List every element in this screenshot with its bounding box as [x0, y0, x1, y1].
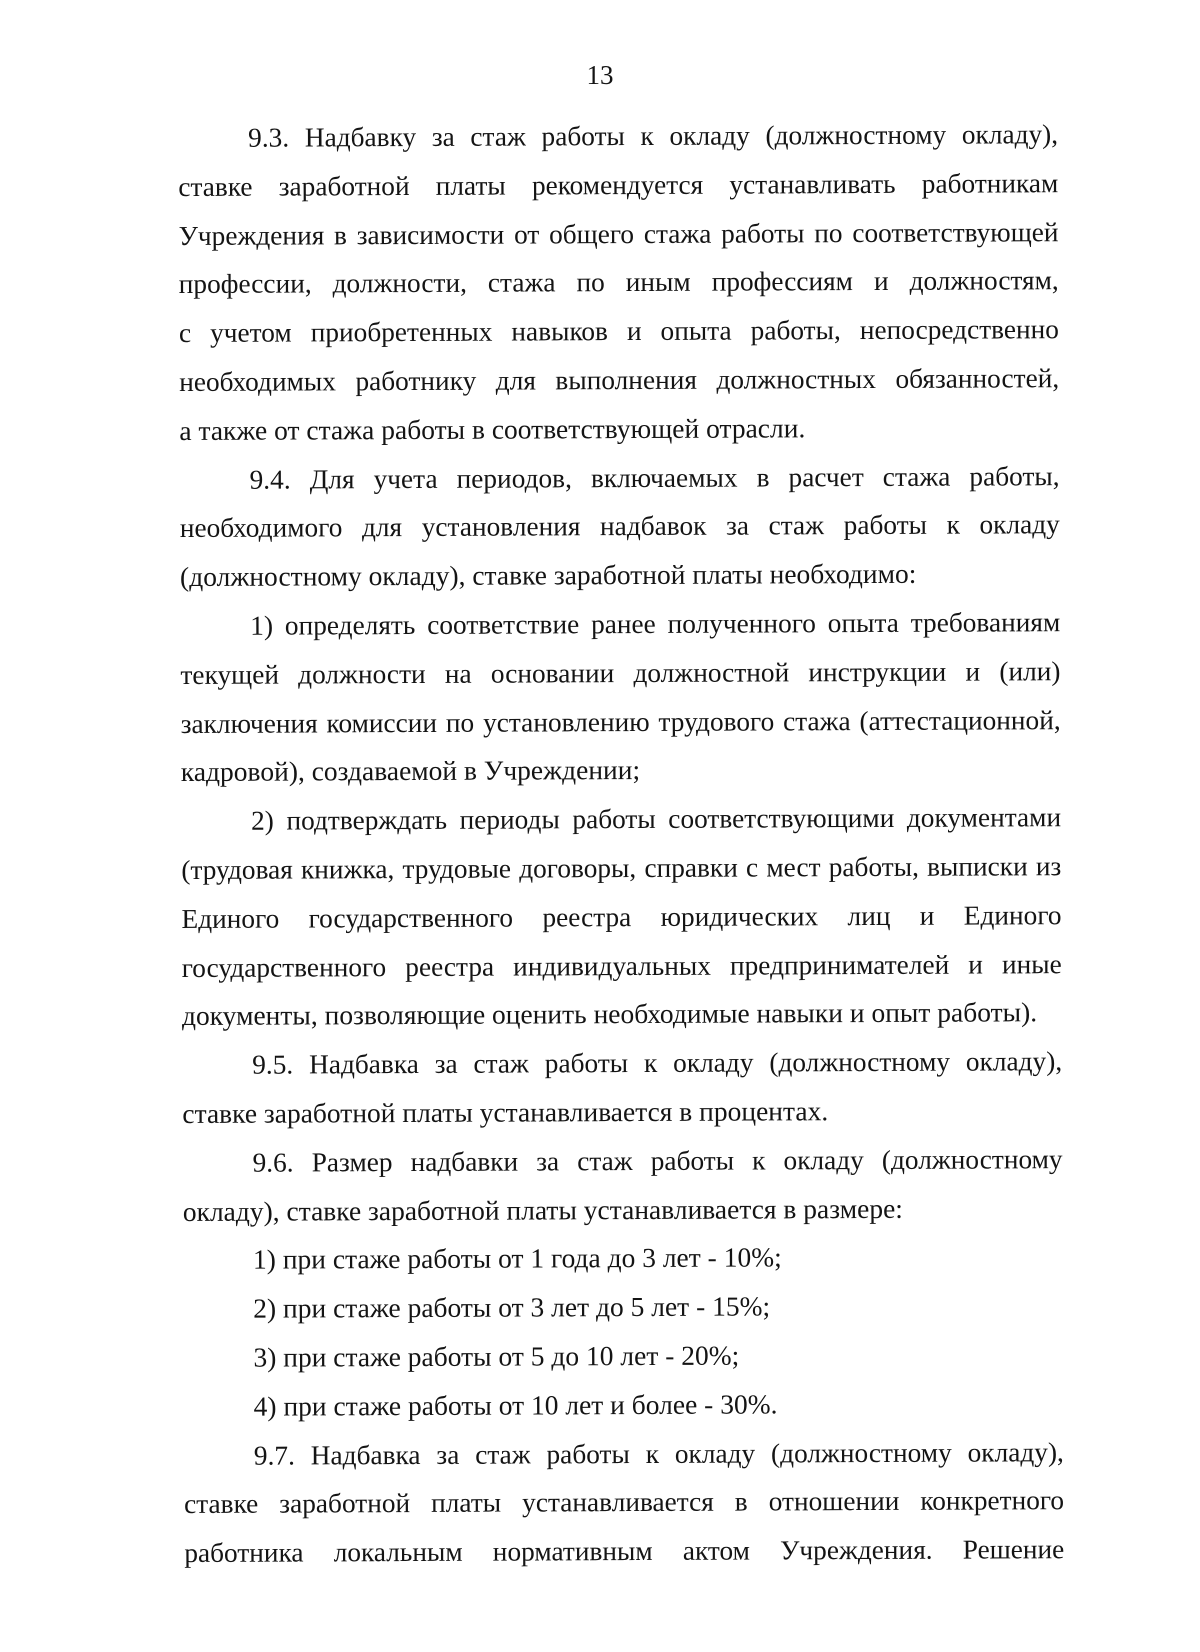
text-line: (трудовая книжка, трудовые договоры, справки с мест работы, выписки из	[181, 851, 1062, 885]
text-line: заключения комиссии по установлению трудового стажа (аттестационной,	[180, 704, 1061, 739]
text-line: ставке заработной платы рекомендуется устанавливать работникам	[178, 167, 1059, 202]
text-line: ставке заработной платы устанавливается в процентах.	[182, 1095, 829, 1129]
text-line: документы, позволяющие оценить необходимые навыки и опыт работы).	[181, 996, 1038, 1032]
document-body	[178, 110, 1064, 1578]
text-line: Единого государственного реестра юридических лиц и Единого	[181, 899, 1062, 934]
text-line: а также от стажа работы в соответствующей отрасли.	[179, 412, 806, 446]
text-line: 4) при стаже работы от 10 лет и более - 30%.	[253, 1388, 778, 1422]
text-line: текущей должности на основании должностной инструкции и (или)	[180, 655, 1061, 690]
page-number: 13	[586, 60, 614, 90]
text-line: государственного реестра индивидуальных предпринимателей и иные	[181, 948, 1062, 983]
text-line: кадровой), создаваемой в Учреждении;	[180, 754, 641, 788]
text-line: (должностному окладу), ставке заработной платы необходимо:	[179, 557, 917, 593]
text-line: необходимых работнику для выполнения должностных обязанностей,	[179, 363, 1060, 397]
text-line: 9.5. Надбавка за стаж работы к окладу (должностному окладу),	[252, 1046, 1063, 1080]
text-line: 9.3. Надбавку за стаж работы к окладу (должностному окладу),	[248, 119, 1059, 153]
text-line: окладу), ставке заработной платы устанавливается в размере:	[182, 1192, 903, 1227]
text-line: 1) определять соответствие ранее полученного опыта требованиям	[250, 607, 1061, 641]
text-line: Учреждения в зависимости от общего стажа работы по соответствующей	[178, 216, 1059, 251]
text-line: 9.4. Для учета периодов, включаемых в расчет стажа работы,	[249, 460, 1060, 495]
text-line: профессии, должности, стажа по иным профессиям и должностям,	[178, 265, 1059, 300]
text-line: 2) подтверждать периоды работы соответствующими документами	[251, 802, 1062, 836]
text-line: 9.7. Надбавка за стаж работы к окладу (должностному окладу),	[253, 1436, 1064, 1471]
text-line: 1) при стаже работы от 1 года до 3 лет - 10%;	[252, 1241, 782, 1276]
text-line: 9.6. Размер надбавки за стаж работы к окладу (должностному	[252, 1143, 1063, 1178]
text-line: работника локальным нормативным актом Учреждения. Решение	[184, 1534, 1065, 1569]
text-line: с учетом приобретенных навыков и опыта работы, непосредственно	[178, 314, 1060, 349]
text-line: 2) при стаже работы от 3 лет до 5 лет - 15%;	[253, 1290, 771, 1324]
text-line: 3) при стаже работы от 5 до 10 лет - 20%;	[253, 1339, 740, 1373]
text-line: необходимого для установления надбавок за стаж работы к окладу	[179, 509, 1060, 544]
text-line: ставке заработной платы устанавливается в отношении конкретного	[184, 1485, 1065, 1520]
